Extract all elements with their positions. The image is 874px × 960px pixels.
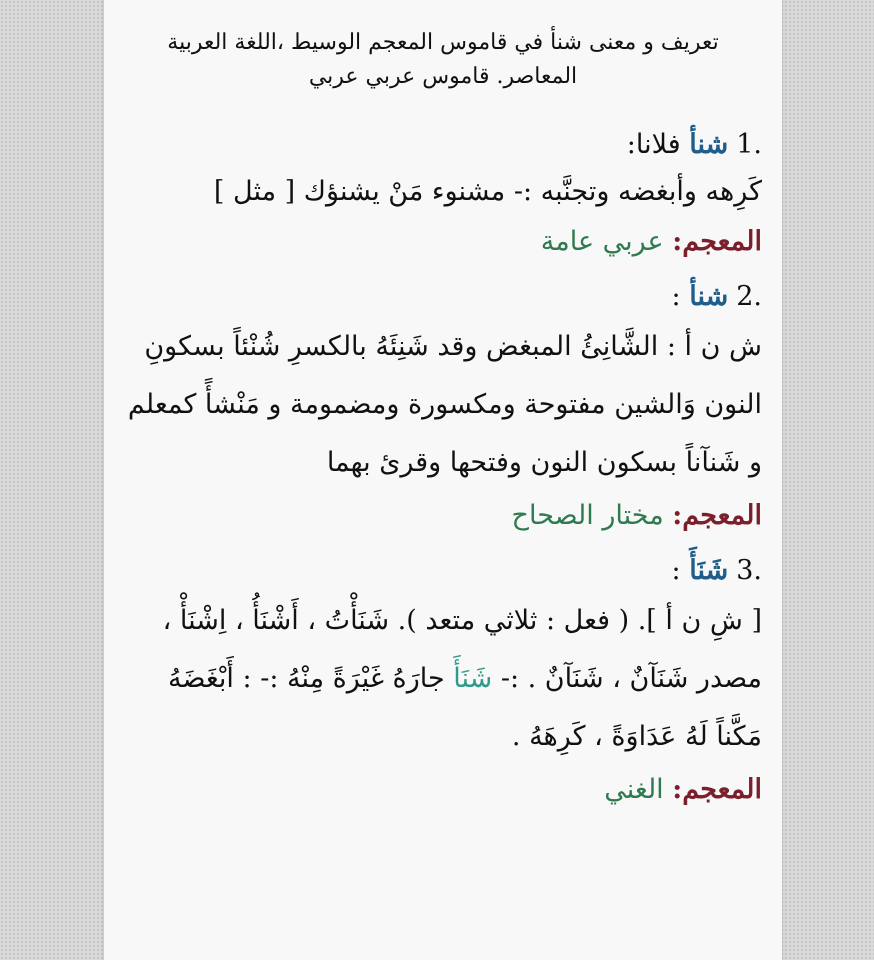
headword-suffix: : <box>671 555 690 586</box>
dictionary-link[interactable]: عربي عامة <box>540 226 664 257</box>
headword: شَنَأَ <box>689 555 729 586</box>
entry-number: 3. <box>736 555 762 586</box>
headword-suffix: : <box>671 281 690 312</box>
entry-1 <box>124 124 762 266</box>
highlighted-word: شَنَأَ <box>453 663 493 694</box>
document-content <box>124 0 762 814</box>
entry-3 <box>124 550 762 814</box>
dictionary-label: المعجم: <box>672 774 762 805</box>
entry-heading <box>124 550 762 592</box>
entry-number: 2. <box>736 281 762 312</box>
entry-2 <box>124 276 762 540</box>
entry-number: 1. <box>736 129 762 160</box>
headword: شنأ <box>689 129 729 160</box>
definition: ش ن أ : الشَّانِئُ المبغض وقد شَنِئَهُ بالكسرِ شُنْئاً بسكونِ النون وَالشين مفتوحة ومكسورة ومضمومة و مَنْشأً كمعلم و شَنآناً بسكون النون وفتحها وقرئ بهما <box>127 331 762 478</box>
dictionary-label: المعجم: <box>672 226 762 257</box>
document-page <box>104 0 782 960</box>
entry-heading <box>124 124 762 166</box>
entry-heading <box>124 276 762 318</box>
definition-text: جارَهُ غَيْرَةً مِنْهُ :- : أَبْغَضَهُ مَكَّناً لَهُ عَدَاوَةً ، كَرِهَهُ . <box>168 663 762 752</box>
dictionary-label: المعجم: <box>672 500 762 531</box>
definition-text: [ شِ ن أ ]. ( فعل : ثلاثي متعد ). شَنَأْتُ ، أَشْنَأُ ، اِشْنَأْ ، مصدر شَنَآنٌ ، شَنَآنٌ . :- <box>162 605 762 694</box>
definition: كَرِهه وأبغضه وتجنَّبه :- مشنوء مَنْ يشنؤك [ مثل ] <box>213 176 762 207</box>
page-title: تعريف و معنى شنأ في قاموس المعجم الوسيط ،اللغة العربية المعاصر. قاموس عربي عربي <box>167 30 719 89</box>
definition <box>124 592 762 766</box>
dictionary-source <box>124 492 762 540</box>
dictionary-source <box>124 766 762 814</box>
headword-suffix: فلانا: <box>626 129 690 160</box>
dictionary-link[interactable]: مختار الصحاح <box>511 500 664 531</box>
dictionary-link[interactable]: الغني <box>604 774 664 805</box>
headword: شنأ <box>689 281 729 312</box>
dictionary-source <box>124 218 762 266</box>
